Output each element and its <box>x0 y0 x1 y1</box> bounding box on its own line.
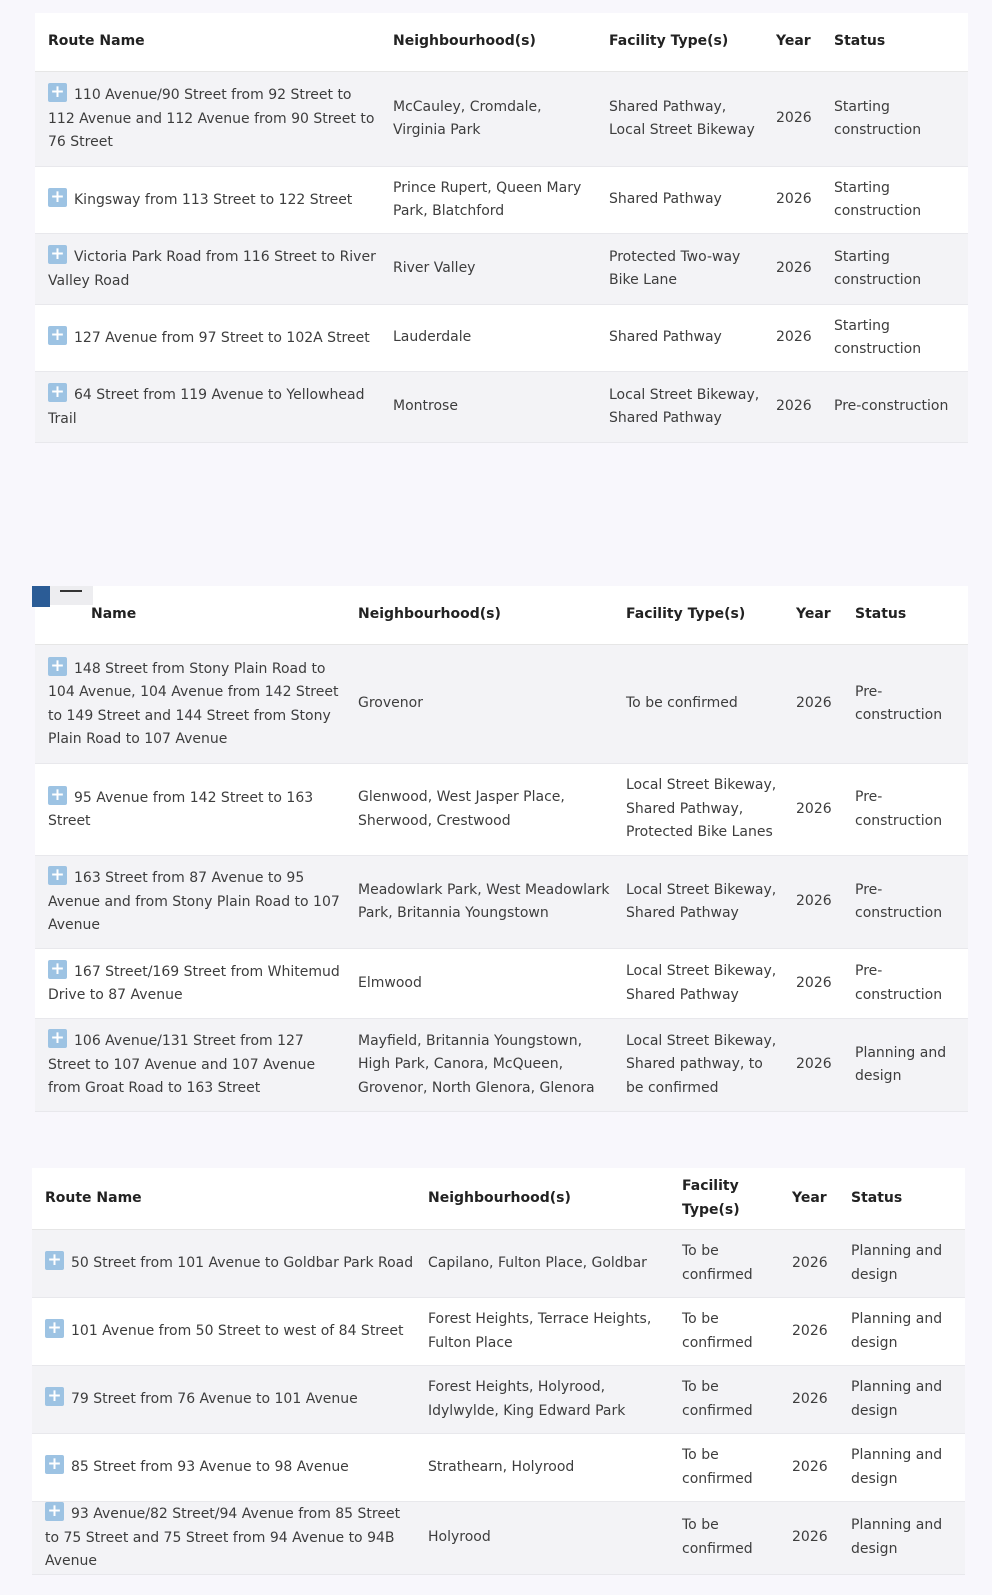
header-facility-types: Facility Type(s) <box>596 13 763 72</box>
status-cell: Planning and design <box>838 1230 965 1298</box>
status-cell: Starting construction <box>821 305 968 372</box>
table-row <box>35 949 968 1019</box>
year-cell: 2026 <box>783 856 842 949</box>
neighbourhood-cell: Mayfield, Britannia Youngstown, High Park, Canora, McQueen, Grovenor, North Glenora, Glenora <box>345 1019 613 1112</box>
neighbourhood-cell: Grovenor <box>345 645 613 764</box>
route-name: 50 Street from 101 Avenue to Goldbar Park Road <box>71 1255 414 1272</box>
route-name: 163 Street from 87 Avenue to 95 Avenue and from Stony Plain Road to 107 Avenue <box>48 870 340 934</box>
route-name: 93 Avenue/82 Street/94 Avenue from 85 Street to 75 Street and 75 Street from 94 Avenue to 94B Avenue <box>45 1506 401 1569</box>
routes-table-3 <box>32 1168 965 1575</box>
status-cell: Starting construction <box>821 234 968 305</box>
status-cell: Pre-construction <box>842 764 968 856</box>
year-cell: 2026 <box>763 305 821 372</box>
facility-cell: Local Street Bikeway, Shared Pathway <box>613 949 783 1019</box>
table-header-row <box>35 586 968 645</box>
neighbourhood-cell: Holyrood <box>415 1502 669 1575</box>
status-cell: Pre-construction <box>842 856 968 949</box>
route-name: 64 Street from 119 Avenue to Yellowhead Trail <box>48 387 365 427</box>
header-status: Status <box>842 586 968 645</box>
expand-plus-icon[interactable]: + <box>48 866 67 885</box>
route-cell <box>35 856 345 949</box>
facility-cell: To be confirmed <box>669 1298 779 1366</box>
table-row <box>35 764 968 856</box>
header-facility-types: Facility Type(s) <box>613 586 783 645</box>
table-row <box>32 1230 965 1298</box>
table-row <box>32 1434 965 1502</box>
menu-handle[interactable] <box>50 586 93 605</box>
expand-plus-icon[interactable]: + <box>45 1387 64 1406</box>
status-cell: Pre-construction <box>821 372 968 443</box>
route-name: Victoria Park Road from 116 Street to River Valley Road <box>48 249 376 289</box>
expand-plus-icon[interactable]: + <box>48 245 67 264</box>
year-cell: 2026 <box>783 764 842 856</box>
route-name: 167 Street/169 Street from Whitemud Drive to 87 Avenue <box>48 963 340 1003</box>
facility-cell: Local Street Bikeway, Shared Pathway, Protected Bike Lanes <box>613 764 783 856</box>
status-cell: Planning and design <box>838 1298 965 1366</box>
status-cell: Planning and design <box>838 1434 965 1502</box>
year-cell: 2026 <box>779 1502 838 1575</box>
table-row <box>32 1366 965 1434</box>
expand-plus-icon[interactable]: + <box>48 786 67 805</box>
table-row <box>35 856 968 949</box>
year-cell: 2026 <box>763 72 821 167</box>
route-cell <box>32 1230 415 1298</box>
header-neighbourhoods: Neighbourhood(s) <box>380 13 596 72</box>
route-cell <box>32 1502 415 1575</box>
year-cell: 2026 <box>779 1366 838 1434</box>
year-cell: 2026 <box>779 1434 838 1502</box>
expand-plus-icon[interactable]: + <box>48 960 67 979</box>
table-row <box>35 645 968 764</box>
facility-cell: Local Street Bikeway, Shared pathway, to be confirmed <box>613 1019 783 1112</box>
facility-cell: Local Street Bikeway, Shared Pathway <box>596 372 763 443</box>
facility-cell: To be confirmed <box>669 1366 779 1434</box>
neighbourhood-cell: Prince Rupert, Queen Mary Park, Blatchford <box>380 167 596 234</box>
header-facility-types <box>669 1168 779 1230</box>
header-year: Year <box>783 586 842 645</box>
route-cell <box>35 949 345 1019</box>
header-route-name: Route Name <box>35 13 380 72</box>
facility-cell: To be confirmed <box>669 1230 779 1298</box>
facility-cell: Local Street Bikeway, Shared Pathway <box>613 856 783 949</box>
route-name: 148 Street from Stony Plain Road to 104 Avenue, 104 Avenue from 142 Street to 149 Street and 144 Street from Stony Plain Road to 107 Avenue <box>48 660 339 747</box>
expand-plus-icon[interactable]: + <box>48 83 67 102</box>
expand-plus-icon[interactable]: + <box>45 1455 64 1474</box>
year-cell: 2026 <box>783 949 842 1019</box>
status-cell: Pre-construction <box>842 645 968 764</box>
status-cell: Pre-construction <box>842 949 968 1019</box>
expand-plus-icon[interactable]: + <box>48 383 67 402</box>
year-cell: 2026 <box>763 167 821 234</box>
status-cell: Planning and design <box>838 1502 965 1575</box>
neighbourhood-cell: Strathearn, Holyrood <box>415 1434 669 1502</box>
route-name: 127 Avenue from 97 Street to 102A Street <box>74 329 370 346</box>
header-facility-line2: Type(s) <box>682 1201 740 1218</box>
neighbourhood-cell: McCauley, Cromdale, Virginia Park <box>380 72 596 167</box>
year-cell: 2026 <box>779 1298 838 1366</box>
route-cell <box>32 1366 415 1434</box>
year-cell: 2026 <box>783 645 842 764</box>
route-name: Kingsway from 113 Street to 122 Street <box>74 191 353 208</box>
route-name: 110 Avenue/90 Street from 92 Street to 112 Avenue and 112 Avenue from 90 Street to 76 Street <box>48 87 375 151</box>
header-neighbourhoods: Neighbourhood(s) <box>345 586 613 645</box>
year-cell: 2026 <box>763 372 821 443</box>
route-cell <box>35 645 345 764</box>
header-facility-line1: Facility <box>682 1178 739 1194</box>
neighbourhood-cell: Montrose <box>380 372 596 443</box>
table-header-row <box>32 1168 965 1230</box>
expand-plus-icon[interactable]: + <box>48 188 67 207</box>
table-row <box>32 1298 965 1366</box>
route-cell <box>32 1434 415 1502</box>
menu-lines-icon <box>60 590 82 592</box>
neighbourhood-cell: Forest Heights, Holyrood, Idylwylde, King Edward Park <box>415 1366 669 1434</box>
expand-plus-icon[interactable]: + <box>48 1029 67 1048</box>
facility-cell: Shared Pathway <box>596 305 763 372</box>
year-cell: 2026 <box>763 234 821 305</box>
header-neighbourhoods: Neighbourhood(s) <box>415 1168 669 1230</box>
neighbourhood-cell: Meadowlark Park, West Meadowlark Park, Britannia Youngstown <box>345 856 613 949</box>
neighbourhood-cell: Elmwood <box>345 949 613 1019</box>
expand-plus-icon[interactable]: + <box>48 326 67 345</box>
neighbourhood-cell: Glenwood, West Jasper Place, Sherwood, Crestwood <box>345 764 613 856</box>
expand-plus-icon[interactable]: + <box>45 1502 64 1521</box>
header-status: Status <box>838 1168 965 1230</box>
status-cell: Starting construction <box>821 72 968 167</box>
header-year: Year <box>763 13 821 72</box>
year-cell: 2026 <box>783 1019 842 1112</box>
expand-plus-icon[interactable]: + <box>45 1251 64 1270</box>
facility-cell: Shared Pathway, Local Street Bikeway <box>596 72 763 167</box>
status-cell: Planning and design <box>838 1366 965 1434</box>
year-cell: 2026 <box>779 1230 838 1298</box>
facility-cell: To be confirmed <box>613 645 783 764</box>
header-route-name-partial: Name <box>91 606 137 623</box>
facility-cell: To be confirmed <box>669 1502 779 1575</box>
neighbourhood-cell: River Valley <box>380 234 596 305</box>
route-name: 101 Avenue from 50 Street to west of 84 Street <box>71 1323 404 1340</box>
header-route-name: Route Name <box>32 1168 415 1230</box>
status-cell: Starting construction <box>821 167 968 234</box>
route-name: 106 Avenue/131 Street from 127 Street to 107 Avenue and 107 Avenue from Groat Road to 163 Street <box>48 1033 316 1097</box>
route-name: 79 Street from 76 Avenue to 101 Avenue <box>71 1391 358 1408</box>
facility-cell: To be confirmed <box>669 1434 779 1502</box>
route-name: 95 Avenue from 142 Street to 163 Street <box>48 789 314 829</box>
menu-toggle-box[interactable] <box>32 586 50 607</box>
header-year: Year <box>779 1168 838 1230</box>
header-status: Status <box>821 13 968 72</box>
routes-table-2 <box>35 586 968 1112</box>
facility-cell: Protected Two-way Bike Lane <box>596 234 763 305</box>
status-cell: Planning and design <box>842 1019 968 1112</box>
route-cell <box>35 764 345 856</box>
neighbourhood-cell: Lauderdale <box>380 305 596 372</box>
route-name: 85 Street from 93 Avenue to 98 Avenue <box>71 1459 349 1476</box>
expand-plus-icon[interactable]: + <box>45 1319 64 1338</box>
neighbourhood-cell: Capilano, Fulton Place, Goldbar <box>415 1230 669 1298</box>
route-cell <box>32 1298 415 1366</box>
table-row <box>32 1502 965 1575</box>
table-row <box>35 1019 968 1112</box>
facility-cell: Shared Pathway <box>596 167 763 234</box>
route-cell <box>35 1019 345 1112</box>
neighbourhood-cell: Forest Heights, Terrace Heights, Fulton Place <box>415 1298 669 1366</box>
expand-plus-icon[interactable]: + <box>48 657 67 676</box>
